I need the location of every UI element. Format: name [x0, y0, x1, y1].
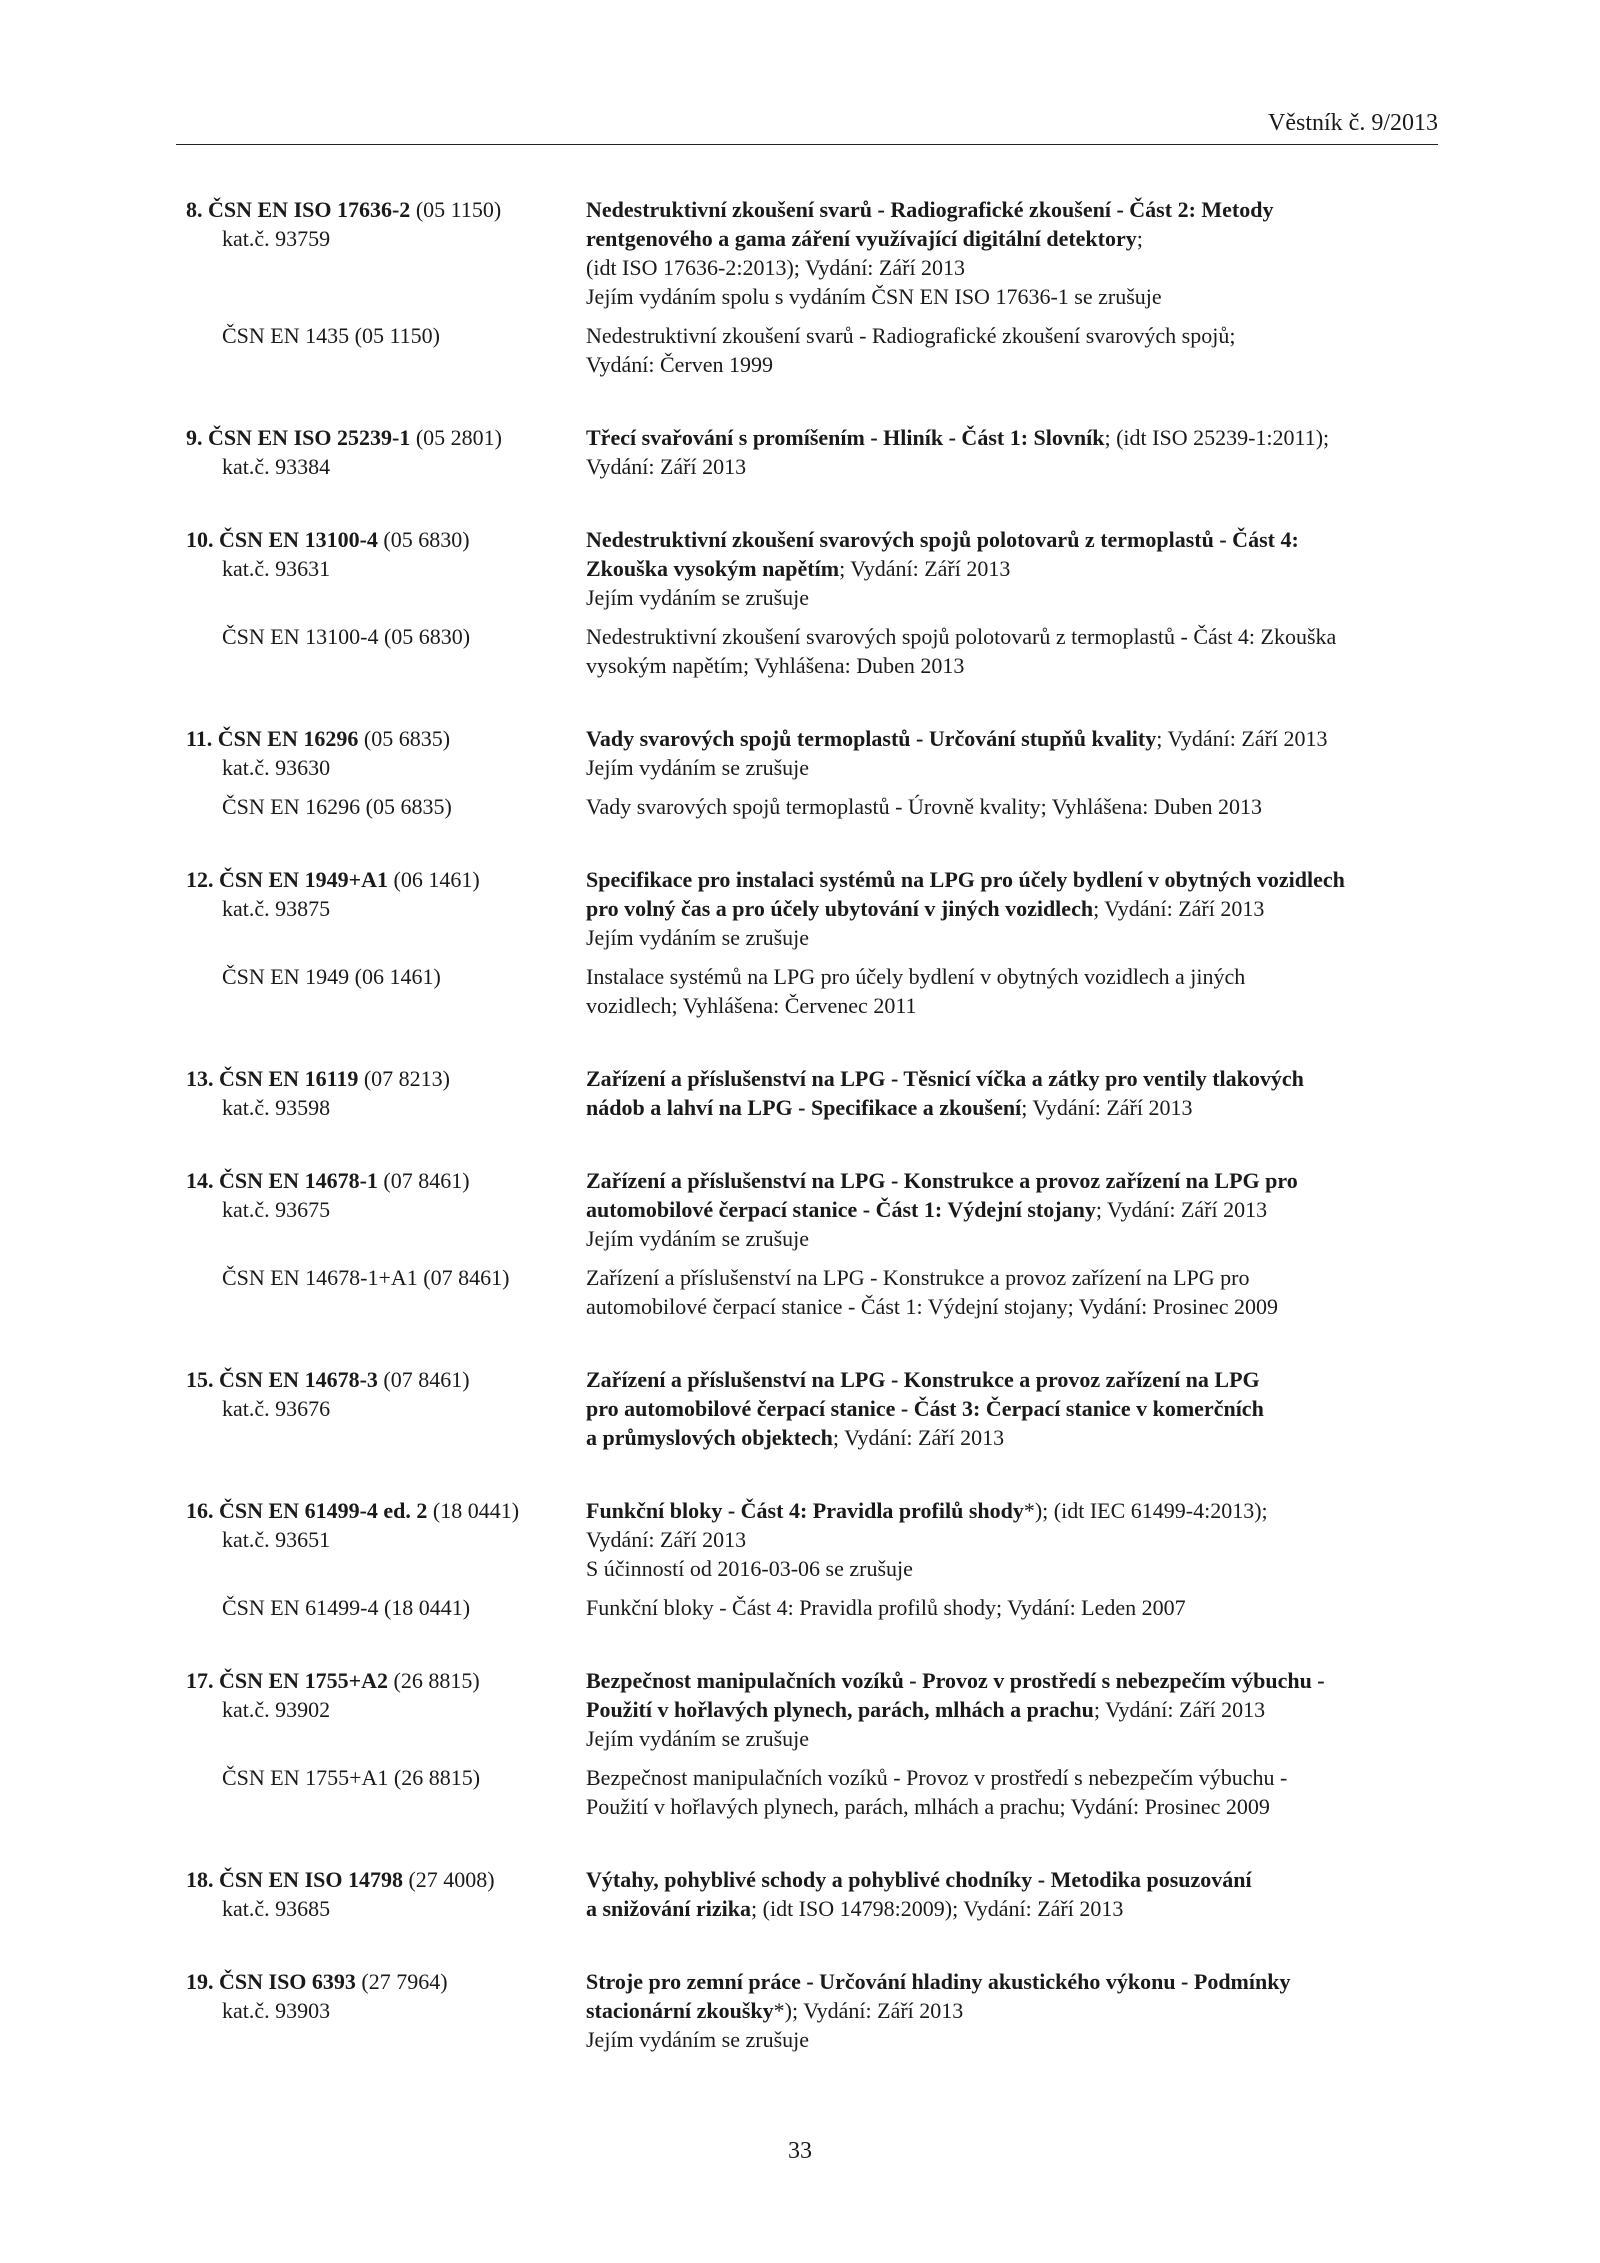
description-text: Vydání: Září 2013 [586, 454, 747, 479]
standard-entry [0, 1967, 1600, 2054]
description-line [586, 1894, 1446, 1923]
standard-main-row [0, 1666, 1600, 1753]
standard-code: ČSN EN 13100-4 [219, 527, 378, 552]
superseded-description [586, 321, 1446, 379]
description-text: ; (idt ISO 25239-1:2011); [1104, 425, 1330, 450]
standard-title-text: automobilové čerpací stanice - Část 1: Výdejní stojany [586, 1197, 1096, 1222]
description-line [586, 865, 1446, 894]
standard-title-text: Bezpečnost manipulačních vozíků - Provoz v prostředí s nebezpečím výbuchu - [586, 1668, 1325, 1693]
header-divider [176, 144, 1438, 145]
standard-entry [0, 1496, 1600, 1622]
standard-code: ČSN EN ISO 17636-2 [208, 197, 411, 222]
classification-code: (07 8213) [358, 1066, 451, 1091]
description-line [586, 1865, 1446, 1894]
description-text: ; [1136, 226, 1143, 251]
description-line: Zařízení a příslušenství na LPG - Konstrukce a provoz zařízení na LPG pro [586, 1265, 1250, 1290]
standard-description [586, 865, 1446, 952]
superseded-description [586, 1263, 1446, 1321]
superseded-standard-row [0, 1593, 1600, 1622]
description-line [586, 2025, 1446, 2054]
description-line [586, 1525, 1446, 1554]
standard-main-row [0, 1496, 1600, 1583]
description-text: Jejím vydáním se zrušuje [586, 1226, 810, 1251]
standard-main-row [0, 1967, 1600, 2054]
catalog-number: kat.č. 93598 [222, 1095, 331, 1120]
standard-title-text: Stroje pro zemní práce - Určování hladiny akustického výkonu - Podmínky [586, 1969, 1291, 1994]
standard-identifier [0, 1496, 586, 1583]
description-line [586, 253, 1446, 282]
standard-description [586, 1967, 1446, 2054]
classification-code: (05 2801) [410, 425, 502, 450]
description-line [586, 224, 1446, 253]
standard-code-line [186, 865, 586, 894]
standard-main-row [0, 1865, 1600, 1923]
standard-code: ČSN EN 1949+A1 [219, 867, 388, 892]
standard-title-text: Funkční bloky - Část 4: Pravidla profilů shody [586, 1498, 1024, 1523]
classification-code: (06 1461) [388, 867, 480, 892]
standard-code-line [186, 1064, 586, 1093]
description-text: ; Vydání: Září 2013 [839, 556, 1011, 581]
description-text: Vydání: Září 2013 [586, 1527, 747, 1552]
description-line [586, 583, 1446, 612]
description-line [586, 1724, 1446, 1753]
description-text: ; Vydání: Září 2013 [1021, 1095, 1193, 1120]
superseded-description [586, 622, 1446, 680]
standard-title-text: nádob a lahví na LPG - Specifikace a zkoušení [586, 1095, 1022, 1120]
entry-number: 13. [186, 1066, 219, 1091]
standard-title-text: Specifikace pro instalaci systémů na LPG pro účely bydlení v obytných vozidlech [586, 867, 1345, 892]
superseded-identifier [0, 792, 586, 821]
classification-code: (07 8461) [377, 1168, 470, 1193]
description-text: ; Vydání: Září 2013 [1093, 896, 1265, 921]
superseded-identifier [0, 1593, 586, 1622]
description-line [586, 423, 1446, 452]
standard-description [586, 195, 1446, 311]
description-line [586, 1967, 1446, 1996]
standard-title-text: Nedestruktivní zkoušení svarových spojů polotovarů z termoplastů - Část 4: [586, 527, 1299, 552]
standard-description [586, 1166, 1446, 1253]
description-text: Jejím vydáním se zrušuje [586, 925, 810, 950]
description-text: Jejím vydáním se zrušuje [586, 585, 810, 610]
standard-description [586, 1365, 1446, 1452]
standard-entry [0, 423, 1600, 481]
standard-identifier [0, 865, 586, 952]
superseded-description [586, 1763, 1446, 1821]
entry-number: 19. [186, 1969, 219, 1994]
standard-identifier [0, 423, 586, 481]
description-line [586, 753, 1446, 782]
description-line [586, 195, 1446, 224]
superseded-description [586, 792, 1446, 821]
catalog-number: kat.č. 93875 [222, 896, 331, 921]
entry-number: 16. [186, 1498, 219, 1523]
standard-main-row [0, 865, 1600, 952]
standard-identifier [0, 1166, 586, 1253]
standard-title-text: a průmyslových objektech [586, 1425, 833, 1450]
standard-main-row [0, 1166, 1600, 1253]
description-line [586, 1695, 1446, 1724]
standard-main-row [0, 1064, 1600, 1122]
superseded-standard-row [0, 792, 1600, 821]
standard-main-row [0, 423, 1600, 481]
catalog-number: kat.č. 93902 [222, 1697, 331, 1722]
standard-title-text: Zařízení a příslušenství na LPG - Konstrukce a provoz zařízení na LPG pro [586, 1168, 1298, 1193]
standard-identifier [0, 1064, 586, 1122]
superseded-identifier [0, 962, 586, 1020]
standard-identifier [0, 1865, 586, 1923]
superseded-standard-row [0, 1263, 1600, 1321]
standard-identifier [0, 195, 586, 311]
catalog-number: kat.č. 93676 [222, 1396, 331, 1421]
entry-number: 15. [186, 1367, 219, 1392]
superseded-code: ČSN EN 13100-4 (05 6830) [222, 624, 471, 649]
standard-title-text: Třecí svařování s promíšením - Hliník - Část 1: Slovník [586, 425, 1105, 450]
standard-main-row [0, 525, 1600, 612]
description-line: Instalace systémů na LPG pro účely bydlení v obytných vozidlech a jiných [586, 964, 1246, 989]
superseded-code: ČSN EN 16296 (05 6835) [222, 794, 452, 819]
superseded-standard-row [0, 962, 1600, 1020]
superseded-code: ČSN EN 14678-1+A1 (07 8461) [222, 1265, 510, 1290]
standard-code: ČSN EN 14678-1 [219, 1168, 378, 1193]
description-line: automobilové čerpací stanice - Část 1: Výdejní stojany; Vydání: Prosinec 2009 [586, 1294, 1279, 1319]
description-text: ; Vydání: Září 2013 [1093, 1697, 1266, 1722]
description-line [586, 1666, 1446, 1695]
standard-description [586, 1064, 1446, 1122]
description-line: Použití v hořlavých plynech, parách, mlhách a prachu; Vydání: Prosinec 2009 [586, 1794, 1270, 1819]
standard-title-text: a snižování rizika [586, 1896, 752, 1921]
description-line [586, 1996, 1446, 2025]
standard-code-line [186, 1967, 586, 1996]
standard-code: ČSN EN 61499-4 ed. 2 [219, 1498, 428, 1523]
superseded-identifier [0, 321, 586, 379]
standard-code-line [186, 1166, 586, 1195]
entry-number: 8. [186, 197, 208, 222]
bulletin-title: Věstník č. 9/2013 [1268, 110, 1438, 136]
standard-entry [0, 1365, 1600, 1452]
description-line [586, 1195, 1446, 1224]
superseded-identifier [0, 1263, 586, 1321]
classification-code: (05 6835) [358, 726, 451, 751]
superseded-standard-row [0, 1763, 1600, 1821]
description-line: Vady svarových spojů termoplastů - Úrovně kvality; Vyhlášena: Duben 2013 [586, 794, 1262, 819]
description-text: Jejím vydáním se zrušuje [586, 2027, 810, 2052]
standard-code-line [186, 1666, 586, 1695]
description-text: ; Vydání: Září 2013 [1095, 1197, 1268, 1222]
superseded-identifier [0, 1763, 586, 1821]
standard-entry [0, 1865, 1600, 1923]
description-line [586, 1554, 1446, 1583]
standard-description [586, 525, 1446, 612]
entry-number: 11. [186, 726, 218, 751]
standard-main-row [0, 1365, 1600, 1452]
catalog-number: kat.č. 93651 [222, 1527, 331, 1552]
catalog-number: kat.č. 93631 [222, 556, 331, 581]
description-line [586, 1365, 1446, 1394]
standard-title-text: Použití v hořlavých plynech, parách, mlhách a prachu [586, 1697, 1094, 1722]
description-text: ; (idt ISO 14798:2009); Vydání: Září 2013 [751, 1896, 1124, 1921]
description-text: Jejím vydáním se zrušuje [586, 755, 810, 780]
standard-entry [0, 195, 1600, 379]
standard-title-text: Zařízení a příslušenství na LPG - Konstrukce a provoz zařízení na LPG [586, 1367, 1260, 1392]
superseded-code: ČSN EN 1949 (06 1461) [222, 964, 441, 989]
description-line [586, 923, 1446, 952]
superseded-description [586, 962, 1446, 1020]
classification-code: (18 0441) [427, 1498, 520, 1523]
description-line [586, 282, 1446, 311]
entry-number: 17. [186, 1668, 219, 1693]
catalog-number: kat.č. 93675 [222, 1197, 331, 1222]
description-line [586, 554, 1446, 583]
description-line [586, 1166, 1446, 1195]
standard-identifier [0, 1365, 586, 1452]
description-line [586, 1093, 1446, 1122]
standard-code-line [186, 423, 586, 452]
standard-code-line [186, 525, 586, 554]
description-line [586, 1064, 1446, 1093]
description-text: S účinností od 2016-03-06 se zrušuje [586, 1556, 913, 1581]
standard-title-text: Výtahy, pohyblivé schody a pohyblivé chodníky - Metodika posuzování [586, 1867, 1252, 1892]
standard-code: ČSN EN 14678-3 [219, 1367, 378, 1392]
standard-description [586, 1496, 1446, 1583]
standard-identifier [0, 525, 586, 612]
standard-identifier [0, 1967, 586, 2054]
standard-code-line [186, 1865, 586, 1894]
standard-title-text: rentgenového a gama záření využívající digitální detektory [586, 226, 1137, 251]
standard-code-line [186, 1365, 586, 1394]
entry-number: 18. [186, 1867, 219, 1892]
entry-number: 9. [186, 425, 208, 450]
description-line [586, 1394, 1446, 1423]
catalog-number: kat.č. 93685 [222, 1896, 331, 1921]
standard-identifier [0, 1666, 586, 1753]
description-line: Funkční bloky - Část 4: Pravidla profilů shody; Vydání: Leden 2007 [586, 1595, 1186, 1620]
description-line [586, 452, 1446, 481]
description-line [586, 894, 1446, 923]
catalog-number: kat.č. 93903 [222, 1998, 331, 2023]
superseded-code: ČSN EN 1755+A1 (26 8815) [222, 1765, 481, 1790]
standard-code-line [186, 195, 586, 224]
classification-code: (05 1150) [410, 197, 502, 222]
catalog-number: kat.č. 93759 [222, 226, 331, 251]
description-line [586, 1423, 1446, 1452]
standard-code: ČSN EN 16296 [217, 726, 359, 751]
description-text: Jejím vydáním se zrušuje [586, 1726, 810, 1751]
catalog-number: kat.č. 93630 [222, 755, 331, 780]
classification-code: (27 4008) [402, 1867, 495, 1892]
standard-title-text: pro volný čas a pro účely ubytování v jiných vozidlech [586, 896, 1094, 921]
description-text: ; Vydání: Září 2013 [832, 1425, 1005, 1450]
description-line [586, 525, 1446, 554]
description-line: Vydání: Červen 1999 [586, 352, 773, 377]
entry-number: 14. [186, 1168, 219, 1193]
standard-main-row [0, 724, 1600, 782]
standard-title-text: Zkouška vysokým napětím [586, 556, 840, 581]
superseded-standard-row [0, 622, 1600, 680]
standard-title-text: stacionární zkoušky [586, 1998, 774, 2023]
standard-code: ČSN EN ISO 25239-1 [208, 425, 411, 450]
standard-description [586, 724, 1446, 782]
standard-identifier [0, 724, 586, 782]
standard-title-text: Vady svarových spojů termoplastů - Určování stupňů kvality [586, 726, 1157, 751]
description-line [586, 1224, 1446, 1253]
superseded-description [586, 1593, 1446, 1622]
catalog-number: kat.č. 93384 [222, 454, 331, 479]
standard-entry [0, 1166, 1600, 1321]
superseded-code: ČSN EN 61499-4 (18 0441) [222, 1595, 471, 1620]
classification-code: (27 7964) [355, 1969, 448, 1994]
classification-code: (07 8461) [377, 1367, 470, 1392]
standard-code: ČSN EN ISO 14798 [219, 1867, 403, 1892]
description-line [586, 724, 1446, 753]
standard-code: ČSN EN 1755+A2 [219, 1668, 388, 1693]
description-text: (idt ISO 17636-2:2013); Vydání: Září 2013 [586, 255, 966, 280]
description-line: vozidlech; Vyhlášena: Červenec 2011 [586, 993, 917, 1018]
entry-number: 12. [186, 867, 219, 892]
standard-title-text: Zařízení a příslušenství na LPG - Těsnicí víčka a zátky pro ventily tlakových [586, 1066, 1304, 1091]
superseded-standard-row [0, 321, 1600, 379]
standard-title-text: pro automobilové čerpací stanice - Část 3: Čerpací stanice v komerčních [586, 1396, 1264, 1421]
description-line: vysokým napětím; Vyhlášena: Duben 2013 [586, 653, 965, 678]
standard-entry [0, 525, 1600, 680]
standard-code: ČSN EN 16119 [219, 1066, 359, 1091]
description-line [586, 1496, 1446, 1525]
description-line: Nedestruktivní zkoušení svarů - Radiografické zkoušení svarových spojů; [586, 323, 1236, 348]
standard-entry [0, 1666, 1600, 1821]
standard-entry [0, 865, 1600, 1020]
superseded-identifier [0, 622, 586, 680]
standards-list [0, 195, 1600, 2098]
superseded-code: ČSN EN 1435 (05 1150) [222, 323, 440, 348]
classification-code: (05 6830) [377, 527, 470, 552]
description-line: Nedestruktivní zkoušení svarových spojů polotovarů z termoplastů - Část 4: Zkouška [586, 624, 1337, 649]
description-text: Jejím vydáním spolu s vydáním ČSN EN ISO 17636-1 se zrušuje [586, 284, 1162, 309]
description-text: *); Vydání: Září 2013 [773, 1998, 964, 2023]
classification-code: (26 8815) [388, 1668, 480, 1693]
standard-description [586, 1666, 1446, 1753]
standard-description [586, 1865, 1446, 1923]
entry-number: 10. [186, 527, 219, 552]
standard-code: ČSN ISO 6393 [219, 1969, 356, 1994]
standard-title-text: Nedestruktivní zkoušení svarů - Radiografické zkoušení - Část 2: Metody [586, 197, 1274, 222]
standard-code-line [186, 724, 586, 753]
standard-entry [0, 1064, 1600, 1122]
standard-entry [0, 724, 1600, 821]
page-number: 33 [788, 2138, 812, 2164]
standard-main-row [0, 195, 1600, 311]
description-text: ; Vydání: Září 2013 [1156, 726, 1328, 751]
standard-description [586, 423, 1446, 481]
description-text: *); (idt IEC 61499-4:2013); [1023, 1498, 1268, 1523]
standard-code-line [186, 1496, 586, 1525]
description-line: Bezpečnost manipulačních vozíků - Provoz v prostředí s nebezpečím výbuchu - [586, 1765, 1288, 1790]
